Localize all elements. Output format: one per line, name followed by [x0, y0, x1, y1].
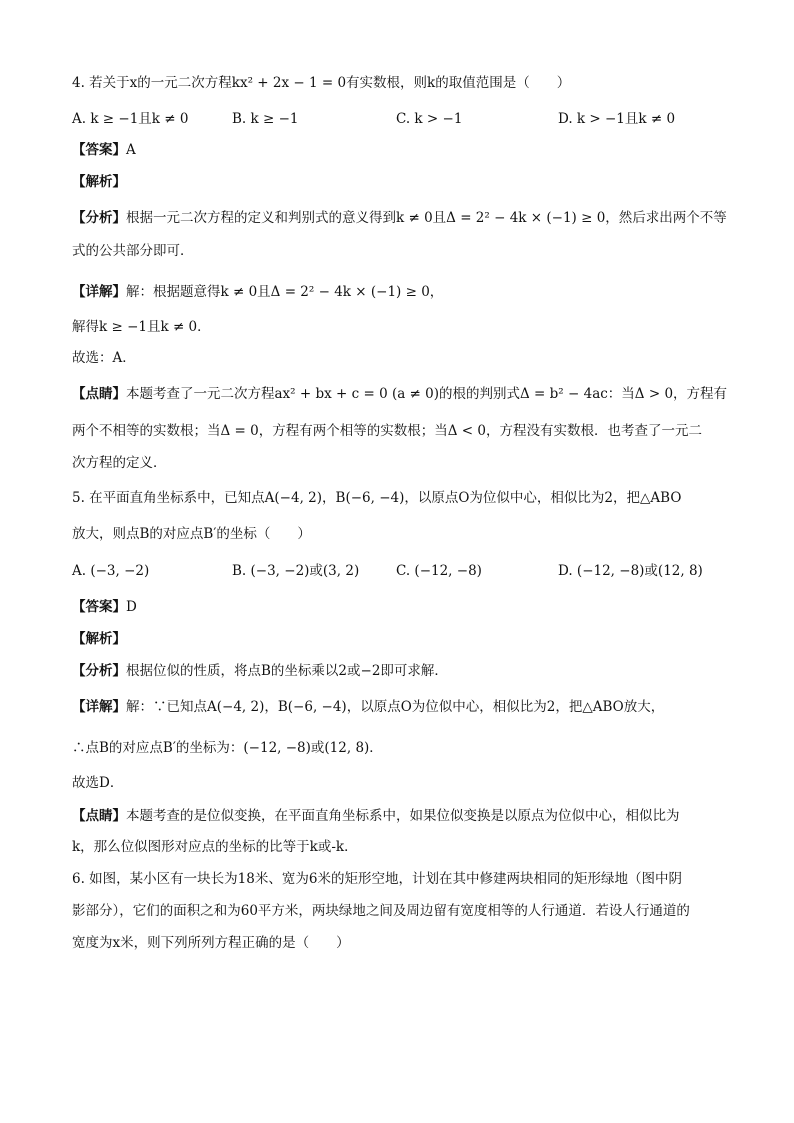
xiangjie-tag: 【详解】 — [72, 284, 126, 300]
q4-xiangjie-line-3: 故选：A． — [72, 350, 136, 366]
q5-option-d: D. (−12, −8)或(12, 8) — [558, 563, 703, 579]
answer-tag: 【答案】 — [72, 599, 126, 615]
q5-fenxi-line-1 — [72, 662, 448, 680]
q4-fenxi-line-2: 式的公共部分即可． — [72, 243, 194, 259]
q5-fenxi-text-1: 根据位似的性质，将点B的坐标乘以2或−2即可求解． — [126, 663, 448, 679]
q6-stem-line-3: 宽度为x米，则下列所列方程正确的是（ ） — [72, 935, 350, 951]
q5-option-c: C. (−12, −8) — [396, 563, 482, 579]
q4-dianjing-line-1 — [72, 385, 727, 403]
q4-dianjing-text-1: 本题考查了一元二次方程ax² + bx + c = 0 (a ≠ 0)的根的判别式Δ = b² − 4ac：当Δ > 0，方程有 — [126, 386, 728, 402]
q4-option-c: C. k > −1 — [396, 111, 463, 127]
q5-xiangjie-line-1 — [72, 698, 664, 716]
q6-stem-line-2: 影部分），它们的面积之和为60平方米，两块绿地之间及周边留有宽度相等的人行通道．若设人行通道的 — [72, 903, 690, 919]
q4-xiangjie-line-1 — [72, 283, 443, 301]
fenxi-tag: 【分析】 — [72, 663, 126, 679]
q5-dianjing-line-1 — [72, 807, 680, 825]
q5-dianjing-line-2: k，那么位似图形对应点的坐标的比等于k或-k． — [72, 839, 358, 855]
dianjing-tag: 【点睛】 — [72, 386, 126, 402]
q4-analysis-tag: 【解析】 — [72, 174, 126, 190]
q5-option-a: A. (−3, −2) — [72, 563, 150, 579]
q4-xiangjie-line-2: 解得k ≥ −1且k ≠ 0． — [72, 319, 211, 335]
fenxi-tag: 【分析】 — [72, 210, 126, 226]
q4-answer-line — [72, 141, 136, 159]
q5-xiangjie-line-2: ∴点B的对应点B′的坐标为：(−12, −8)或(12, 8)． — [72, 740, 383, 756]
q4-stem: 4. 若关于x的一元二次方程kx² + 2x − 1 = 0有实数根，则k的取值范围是（ ） — [72, 75, 571, 91]
q4-answer: A — [126, 142, 136, 158]
q6-stem-line-1: 6. 如图，某小区有一块长为18米、宽为6米的矩形空地，计划在其中修建两块相同的矩形绿地（图中阴 — [72, 871, 682, 887]
q4-option-d: D. k > −1且k ≠ 0 — [558, 111, 676, 127]
q4-option-b: B. k ≥ −1 — [232, 111, 299, 127]
q5-answer-line — [72, 598, 137, 616]
dianjing-tag: 【点睛】 — [72, 808, 126, 824]
q5-dianjing-text-1: 本题考查的是位似变换，在平面直角坐标系中，如果位似变换是以原点为位似中心，相似比为 — [126, 808, 680, 824]
q5-stem-line-1: 5. 在平面直角坐标系中，已知点A(−4, 2)，B(−6, −4)，以原点O为位似中心，相似比为2，把△ABO — [72, 490, 682, 506]
q4-dianjing-line-3: 次方程的定义． — [72, 455, 167, 471]
q4-dianjing-line-2: 两个不相等的实数根；当Δ = 0，方程有两个相等的实数根；当Δ < 0，方程没有实数根．也考查了一元二 — [72, 423, 702, 439]
xiangjie-tag: 【详解】 — [72, 699, 126, 715]
q5-xiangjie-text-1: 解：∵已知点A(−4, 2)，B(−6, −4)，以原点O为位似中心，相似比为2，把△ABO放大， — [126, 699, 665, 715]
q5-answer: D — [126, 599, 137, 615]
q5-option-b: B. (−3, −2)或(3, 2) — [232, 563, 360, 579]
q5-stem-line-2: 放大，则点B的对应点B′的坐标（ ） — [72, 526, 311, 542]
q4-fenxi-line-1 — [72, 209, 727, 227]
q4-xiangjie-text-1: 解：根据题意得k ≠ 0且Δ = 2² − 4k × (−1) ≥ 0， — [126, 284, 444, 300]
q5-analysis-tag: 【解析】 — [72, 631, 126, 647]
q4-fenxi-text-1: 根据一元二次方程的定义和判别式的意义得到k ≠ 0且Δ = 2² − 4k × (−1) ≥ 0，然后求出两个不等 — [126, 210, 727, 226]
q4-option-a: A. k ≥ −1且k ≠ 0 — [72, 111, 189, 127]
answer-tag: 【答案】 — [72, 142, 126, 158]
q5-xiangjie-line-3: 故选D． — [72, 775, 124, 791]
